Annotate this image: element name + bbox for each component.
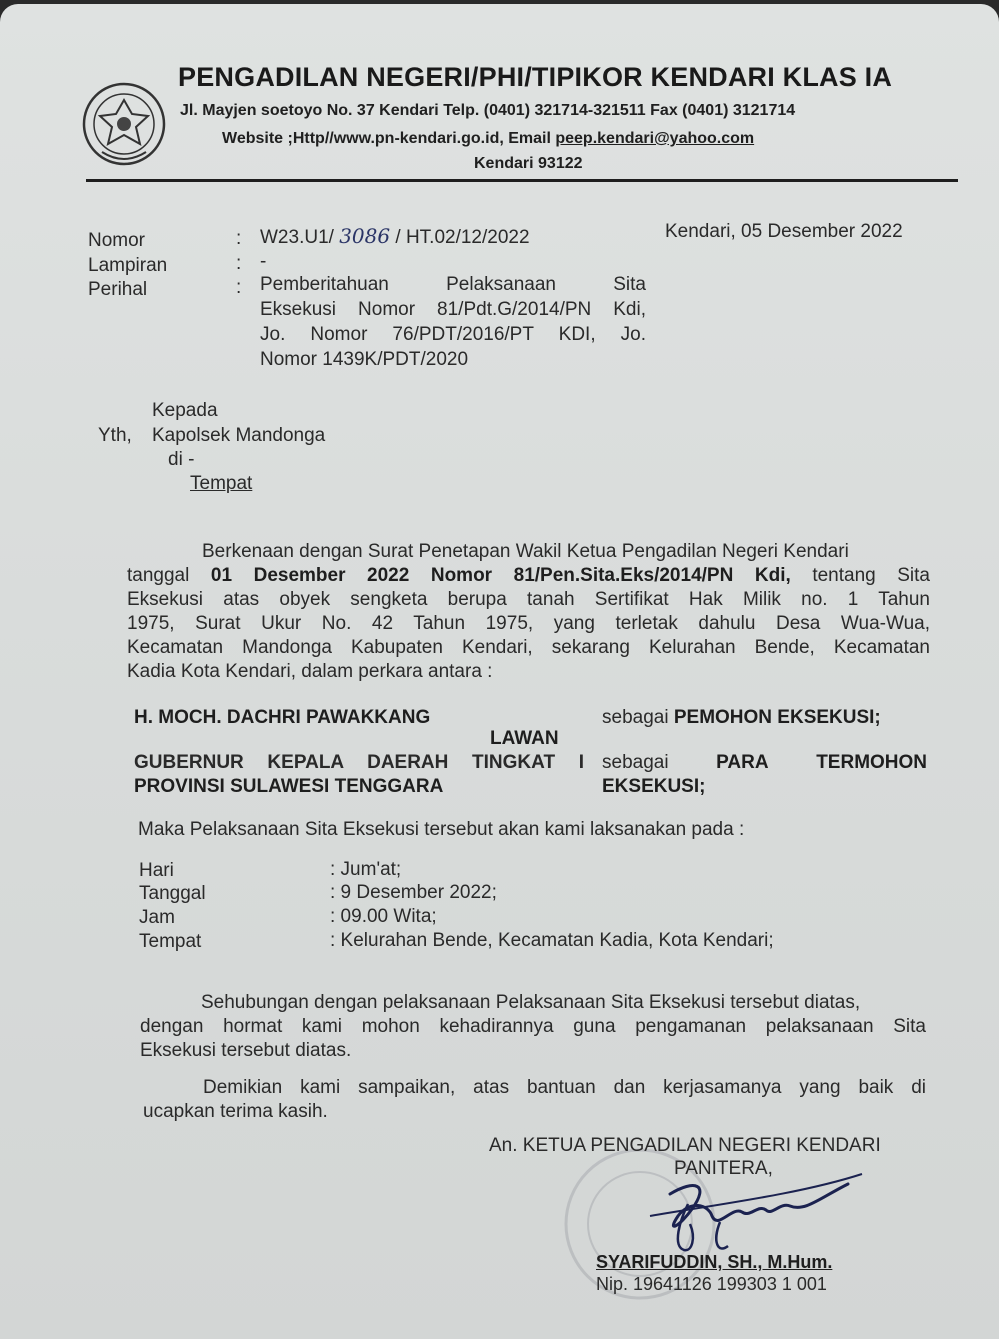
signature-position: PANITERA,	[674, 1158, 773, 1179]
perihal-line-3: Jo. Nomor 76/PDT/2016/PT KDI, Jo.	[260, 324, 646, 345]
lampiran-label: Lampiran	[88, 255, 168, 276]
closing-line-5: ucapkan terima kasih.	[143, 1101, 328, 1122]
yth-text: Yth,	[98, 425, 132, 446]
nomor-handwritten: 3086	[339, 224, 391, 248]
body-line-1: Berkenaan dengan Surat Penetapan Wakil Ketua Pengadilan Negeri Kendari	[202, 541, 849, 562]
di-text: di -	[168, 449, 195, 470]
perihal-line-1: Pemberitahuan Pelaksanaan Sita	[260, 274, 646, 295]
schedule-intro: Maka Pelaksanaan Sita Eksekusi tersebut akan kami laksanakan pada :	[138, 819, 745, 840]
closing-line-1: Sehubungan dengan pelaksanaan Pelaksanaan Sita Eksekusi tersebut diatas,	[201, 992, 861, 1013]
nomor-label: Nomor	[88, 230, 146, 251]
lampiran-value: -	[260, 251, 267, 272]
court-contact-line	[222, 130, 754, 148]
schedule-label-tempat: Tempat	[139, 931, 202, 952]
nomor-suffix: / HT.02/12/2022	[395, 227, 530, 248]
schedule-value-tanggal: : 9 Desember 2022;	[330, 882, 497, 903]
termohon-line-1: GUBERNUR KEPALA DAERAH TINGKAT I	[134, 752, 584, 773]
body-line-5: Kecamatan Mandonga Kabupaten Kendari, sekarang Kelurahan Bende, Kecamatan	[127, 637, 930, 658]
schedule-label-hari: Hari	[139, 860, 174, 881]
termohon-role-1: PARA	[716, 752, 769, 773]
body-line-2-b: tentang Sita	[812, 565, 930, 586]
signature-an: An. KETUA PENGADILAN NEGERI KENDARI	[489, 1135, 881, 1156]
body-line-4: 1975, Surat Ukur No. 42 Tahun 1975, yang terletak dahulu Desa Wua-Wua,	[127, 613, 930, 634]
recipient-name: Kapolsek Mandonga	[152, 425, 326, 446]
termohon-role-2: TERMOHON	[816, 752, 928, 773]
lawan-text: LAWAN	[490, 728, 559, 749]
lampiran-colon: :	[236, 253, 242, 274]
pemohon-role-prefix: sebagai	[602, 707, 669, 728]
body-line-3: Eksekusi atas obyek sengketa berupa tanah Sertifikat Hak Milik no. 1 Tahun	[127, 589, 930, 610]
schedule-value-jam: : 09.00 Wita;	[330, 906, 437, 927]
closing-line-4: Demikian kami sampaikan, atas bantuan dan kerjasamanya yang baik di	[203, 1077, 926, 1098]
schedule-value-tempat: : Kelurahan Bende, Kecamatan Kadia, Kota Kendari;	[330, 930, 774, 951]
termohon-role-3: EKSEKUSI;	[602, 776, 706, 797]
kepada-text: Kepada	[152, 400, 218, 421]
city-zip: Kendari 93122	[474, 155, 583, 172]
schedule-value-hari: : Jum'at;	[330, 859, 402, 880]
letterhead-rule	[86, 179, 958, 182]
court-seal-logo	[80, 74, 168, 174]
body-line-2-a: tanggal	[127, 565, 190, 586]
perihal-line-4: Nomor 1439K/PDT/2020	[260, 349, 469, 370]
tempat-text: Tempat	[190, 473, 253, 494]
letter-page	[0, 4, 999, 1339]
court-address: Jl. Mayjen soetoyo No. 37 Kendari Telp. (0401) 321714-321511 Fax (0401) 3121714	[180, 102, 796, 119]
pemohon-role	[602, 707, 881, 729]
body-line-2	[127, 565, 930, 587]
email-link[interactable]: peep.kendari@yahoo.com	[555, 130, 755, 147]
website-text: Website ;Http//www.pn-kendari.go.id, Email	[222, 130, 556, 147]
perihal-colon: :	[236, 277, 242, 298]
pemohon-role-value: PEMOHON EKSEKUSI;	[673, 707, 881, 728]
nomor-colon: :	[236, 228, 242, 249]
signatory-nip: Nip. 19641126 199303 1 001	[596, 1274, 827, 1294]
termohon-line-2: PROVINSI SULAWESI TENGGARA	[134, 776, 444, 797]
closing-line-2: dengan hormat kami mohon kehadirannya guna pengamanan pelaksanaan Sita	[140, 1016, 926, 1037]
court-name-heading: PENGADILAN NEGERI/PHI/TIPIKOR KENDARI KLAS IA	[178, 62, 893, 92]
nomor-value	[260, 224, 530, 249]
body-line-2-bold: 01 Desember 2022 Nomor 81/Pen.Sita.Eks/2014/PN Kdi,	[210, 565, 791, 586]
termohon-role-prefix: sebagai	[602, 752, 669, 773]
perihal-label: Perihal	[88, 279, 148, 300]
schedule-label-jam: Jam	[139, 907, 175, 928]
body-line-6: Kadia Kota Kendari, dalam perkara antara :	[127, 661, 493, 682]
place-date: Kendari, 05 Desember 2022	[665, 221, 903, 242]
schedule-label-tanggal: Tanggal	[139, 883, 206, 904]
perihal-line-2: Eksekusi Nomor 81/Pdt.G/2014/PN Kdi,	[260, 299, 646, 320]
nomor-prefix: W23.U1/	[260, 227, 334, 248]
closing-line-3: Eksekusi tersebut diatas.	[140, 1040, 352, 1061]
pemohon-name: H. MOCH. DACHRI PAWAKKANG	[134, 707, 431, 728]
termohon-role	[602, 752, 927, 774]
signatory-name: SYARIFUDDIN, SH., M.Hum.	[596, 1252, 833, 1272]
